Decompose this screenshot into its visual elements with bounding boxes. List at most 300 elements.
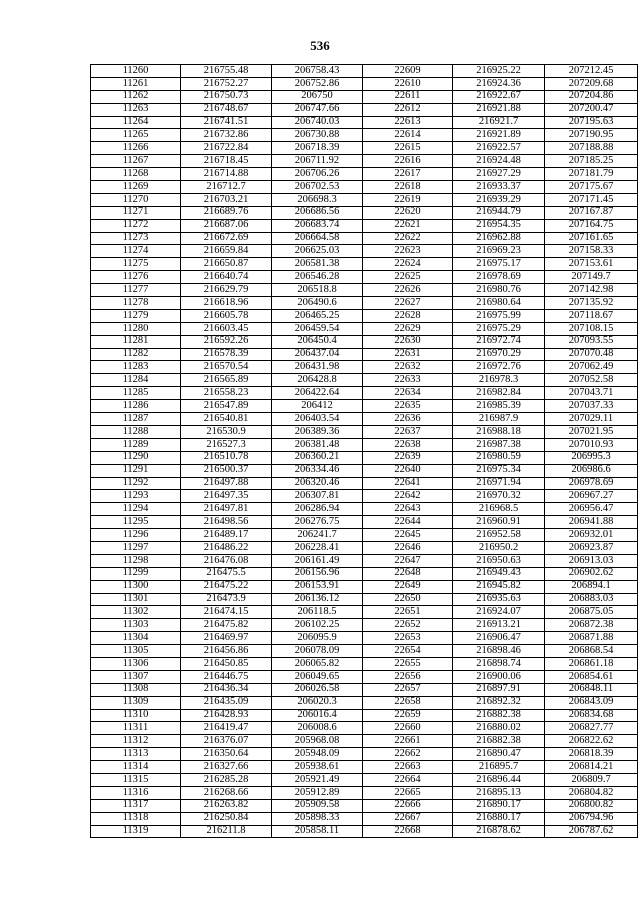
table-row [91, 670, 638, 683]
y-coordinate-a-cell: 206286.94 [272, 503, 363, 516]
table-row [91, 309, 638, 322]
y-coordinate-a-cell: 206020.3 [272, 696, 363, 709]
table-row [91, 825, 638, 838]
y-coordinate-a-cell: 206752.86 [272, 77, 363, 90]
point-number-b-cell: 22666 [363, 799, 453, 812]
y-coordinate-a-cell: 206747.66 [272, 103, 363, 116]
point-number-b-cell: 22616 [363, 155, 453, 168]
point-number-a-cell: 11300 [91, 580, 181, 593]
table-row [91, 580, 638, 593]
x-coordinate-b-cell: 216945.82 [453, 580, 545, 593]
y-coordinate-b-cell: 206956.47 [545, 503, 638, 516]
y-coordinate-b-cell: 207149.7 [545, 271, 638, 284]
point-number-b-cell: 22610 [363, 77, 453, 90]
x-coordinate-a-cell: 216712.7 [181, 181, 272, 194]
x-coordinate-a-cell: 216350.64 [181, 748, 272, 761]
y-coordinate-b-cell: 207158.33 [545, 245, 638, 258]
point-number-b-cell: 22644 [363, 516, 453, 529]
table-row [91, 529, 638, 542]
point-number-a-cell: 11283 [91, 361, 181, 374]
point-number-b-cell: 22636 [363, 413, 453, 426]
point-number-a-cell: 11265 [91, 129, 181, 142]
point-number-b-cell: 22624 [363, 258, 453, 271]
y-coordinate-a-cell: 206381.48 [272, 438, 363, 451]
x-coordinate-a-cell: 216748.67 [181, 103, 272, 116]
y-coordinate-a-cell: 206026.58 [272, 683, 363, 696]
y-coordinate-a-cell: 206136.12 [272, 593, 363, 606]
point-number-a-cell: 11260 [91, 65, 181, 78]
table-row [91, 722, 638, 735]
table-row [91, 761, 638, 774]
point-number-a-cell: 11277 [91, 284, 181, 297]
point-number-a-cell: 11307 [91, 670, 181, 683]
table-row [91, 361, 638, 374]
x-coordinate-b-cell: 216892.32 [453, 696, 545, 709]
y-coordinate-b-cell: 206822.62 [545, 735, 638, 748]
x-coordinate-b-cell: 216968.5 [453, 503, 545, 516]
point-number-b-cell: 22625 [363, 271, 453, 284]
table-row [91, 387, 638, 400]
y-coordinate-a-cell: 206161.49 [272, 554, 363, 567]
point-number-b-cell: 22643 [363, 503, 453, 516]
y-coordinate-b-cell: 206871.88 [545, 632, 638, 645]
point-number-a-cell: 11274 [91, 245, 181, 258]
x-coordinate-b-cell: 216980.59 [453, 451, 545, 464]
x-coordinate-a-cell: 216722.84 [181, 142, 272, 155]
table-row [91, 464, 638, 477]
x-coordinate-b-cell: 216897.91 [453, 683, 545, 696]
point-number-a-cell: 11312 [91, 735, 181, 748]
point-number-a-cell: 11304 [91, 632, 181, 645]
table-row [91, 271, 638, 284]
x-coordinate-a-cell: 216510.78 [181, 451, 272, 464]
point-number-b-cell: 22655 [363, 657, 453, 670]
table-row [91, 748, 638, 761]
y-coordinate-b-cell: 207010.93 [545, 438, 638, 451]
point-number-b-cell: 22618 [363, 181, 453, 194]
y-coordinate-a-cell: 205858.11 [272, 825, 363, 838]
point-number-b-cell: 22642 [363, 490, 453, 503]
table-row [91, 65, 638, 78]
point-number-b-cell: 22617 [363, 168, 453, 181]
point-number-a-cell: 11319 [91, 825, 181, 838]
x-coordinate-b-cell: 216882.38 [453, 709, 545, 722]
point-number-b-cell: 22661 [363, 735, 453, 748]
point-number-b-cell: 22668 [363, 825, 453, 838]
y-coordinate-a-cell: 206465.25 [272, 309, 363, 322]
point-number-b-cell: 22652 [363, 619, 453, 632]
y-coordinate-b-cell: 206872.38 [545, 619, 638, 632]
x-coordinate-b-cell: 216978.69 [453, 271, 545, 284]
x-coordinate-a-cell: 216750.73 [181, 90, 272, 103]
x-coordinate-b-cell: 216921.88 [453, 103, 545, 116]
point-number-a-cell: 11286 [91, 400, 181, 413]
x-coordinate-a-cell: 216474.15 [181, 606, 272, 619]
point-number-a-cell: 11264 [91, 116, 181, 129]
y-coordinate-a-cell: 206730.88 [272, 129, 363, 142]
y-coordinate-a-cell: 206228.41 [272, 541, 363, 554]
point-number-b-cell: 22623 [363, 245, 453, 258]
x-coordinate-a-cell: 216640.74 [181, 271, 272, 284]
point-number-b-cell: 22657 [363, 683, 453, 696]
point-number-a-cell: 11261 [91, 77, 181, 90]
point-number-b-cell: 22647 [363, 554, 453, 567]
point-number-a-cell: 11296 [91, 529, 181, 542]
point-number-b-cell: 22662 [363, 748, 453, 761]
x-coordinate-a-cell: 216603.45 [181, 322, 272, 335]
table-row [91, 812, 638, 825]
table-row [91, 567, 638, 580]
x-coordinate-b-cell: 216954.35 [453, 219, 545, 232]
x-coordinate-b-cell: 216982.84 [453, 387, 545, 400]
table-row [91, 503, 638, 516]
y-coordinate-a-cell: 206320.46 [272, 477, 363, 490]
y-coordinate-a-cell: 206307.81 [272, 490, 363, 503]
x-coordinate-a-cell: 216435.09 [181, 696, 272, 709]
point-number-b-cell: 22635 [363, 400, 453, 413]
table-row [91, 219, 638, 232]
x-coordinate-a-cell: 216419.47 [181, 722, 272, 735]
y-coordinate-b-cell: 206804.82 [545, 786, 638, 799]
y-coordinate-a-cell: 206241.7 [272, 529, 363, 542]
x-coordinate-a-cell: 216376.07 [181, 735, 272, 748]
point-number-b-cell: 22653 [363, 632, 453, 645]
y-coordinate-a-cell: 206049.65 [272, 670, 363, 683]
table-row [91, 168, 638, 181]
y-coordinate-a-cell: 206065.82 [272, 657, 363, 670]
y-coordinate-a-cell: 206711.92 [272, 155, 363, 168]
x-coordinate-a-cell: 216755.48 [181, 65, 272, 78]
x-coordinate-b-cell: 216962.88 [453, 232, 545, 245]
point-number-b-cell: 22615 [363, 142, 453, 155]
y-coordinate-a-cell: 206490.6 [272, 297, 363, 310]
x-coordinate-a-cell: 216263.82 [181, 799, 272, 812]
point-number-a-cell: 11280 [91, 322, 181, 335]
table-row [91, 181, 638, 194]
y-coordinate-a-cell: 206698.3 [272, 193, 363, 206]
point-number-a-cell: 11272 [91, 219, 181, 232]
y-coordinate-b-cell: 206794.96 [545, 812, 638, 825]
point-number-b-cell: 22654 [363, 645, 453, 658]
y-coordinate-a-cell: 206360.21 [272, 451, 363, 464]
y-coordinate-a-cell: 206702.53 [272, 181, 363, 194]
x-coordinate-b-cell: 216980.64 [453, 297, 545, 310]
table-row [91, 554, 638, 567]
point-number-b-cell: 22665 [363, 786, 453, 799]
point-number-b-cell: 22630 [363, 335, 453, 348]
table-row [91, 245, 638, 258]
table-row [91, 735, 638, 748]
table-row [91, 193, 638, 206]
point-number-a-cell: 11288 [91, 425, 181, 438]
point-number-b-cell: 22650 [363, 593, 453, 606]
x-coordinate-a-cell: 216475.22 [181, 580, 272, 593]
x-coordinate-a-cell: 216618.96 [181, 297, 272, 310]
x-coordinate-a-cell: 216650.87 [181, 258, 272, 271]
x-coordinate-a-cell: 216473.9 [181, 593, 272, 606]
y-coordinate-b-cell: 206932.01 [545, 529, 638, 542]
y-coordinate-b-cell: 207153.61 [545, 258, 638, 271]
y-coordinate-b-cell: 207029.11 [545, 413, 638, 426]
point-number-b-cell: 22634 [363, 387, 453, 400]
table-row [91, 284, 638, 297]
y-coordinate-a-cell: 206431.98 [272, 361, 363, 374]
x-coordinate-b-cell: 216980.76 [453, 284, 545, 297]
x-coordinate-a-cell: 216489.17 [181, 529, 272, 542]
point-number-a-cell: 11294 [91, 503, 181, 516]
y-coordinate-b-cell: 206827.77 [545, 722, 638, 735]
point-number-a-cell: 11273 [91, 232, 181, 245]
x-coordinate-a-cell: 216592.26 [181, 335, 272, 348]
y-coordinate-b-cell: 206894.1 [545, 580, 638, 593]
point-number-b-cell: 22663 [363, 761, 453, 774]
y-coordinate-b-cell: 207093.55 [545, 335, 638, 348]
x-coordinate-b-cell: 216972.76 [453, 361, 545, 374]
point-number-a-cell: 11311 [91, 722, 181, 735]
point-number-a-cell: 11298 [91, 554, 181, 567]
point-number-a-cell: 11318 [91, 812, 181, 825]
point-number-b-cell: 22612 [363, 103, 453, 116]
y-coordinate-a-cell: 205921.49 [272, 773, 363, 786]
x-coordinate-b-cell: 216978.3 [453, 374, 545, 387]
point-number-a-cell: 11281 [91, 335, 181, 348]
y-coordinate-b-cell: 206978.69 [545, 477, 638, 490]
point-number-a-cell: 11290 [91, 451, 181, 464]
y-coordinate-a-cell: 206334.46 [272, 464, 363, 477]
point-number-a-cell: 11285 [91, 387, 181, 400]
table-row [91, 400, 638, 413]
x-coordinate-b-cell: 216882.38 [453, 735, 545, 748]
table-row [91, 696, 638, 709]
x-coordinate-b-cell: 216949.43 [453, 567, 545, 580]
y-coordinate-b-cell: 207181.79 [545, 168, 638, 181]
y-coordinate-b-cell: 207161.65 [545, 232, 638, 245]
x-coordinate-b-cell: 216895.7 [453, 761, 545, 774]
y-coordinate-b-cell: 206848.11 [545, 683, 638, 696]
table-row [91, 619, 638, 632]
point-number-a-cell: 11316 [91, 786, 181, 799]
x-coordinate-b-cell: 216900.06 [453, 670, 545, 683]
y-coordinate-a-cell: 206718.39 [272, 142, 363, 155]
x-coordinate-a-cell: 216250.84 [181, 812, 272, 825]
point-number-b-cell: 22626 [363, 284, 453, 297]
x-coordinate-b-cell: 216880.17 [453, 812, 545, 825]
y-coordinate-b-cell: 207185.25 [545, 155, 638, 168]
y-coordinate-a-cell: 206412 [272, 400, 363, 413]
point-number-b-cell: 22660 [363, 722, 453, 735]
point-number-a-cell: 11302 [91, 606, 181, 619]
y-coordinate-b-cell: 206854.61 [545, 670, 638, 683]
point-number-a-cell: 11309 [91, 696, 181, 709]
x-coordinate-a-cell: 216689.76 [181, 206, 272, 219]
y-coordinate-b-cell: 206861.18 [545, 657, 638, 670]
point-number-b-cell: 22611 [363, 90, 453, 103]
y-coordinate-b-cell: 206875.05 [545, 606, 638, 619]
x-coordinate-b-cell: 216890.47 [453, 748, 545, 761]
point-number-b-cell: 22620 [363, 206, 453, 219]
point-number-a-cell: 11269 [91, 181, 181, 194]
point-number-a-cell: 11266 [91, 142, 181, 155]
x-coordinate-a-cell: 216732.86 [181, 129, 272, 142]
x-coordinate-a-cell: 216714.88 [181, 168, 272, 181]
y-coordinate-a-cell: 206706.26 [272, 168, 363, 181]
x-coordinate-a-cell: 216450.85 [181, 657, 272, 670]
point-number-a-cell: 11315 [91, 773, 181, 786]
point-number-a-cell: 11297 [91, 541, 181, 554]
point-number-a-cell: 11317 [91, 799, 181, 812]
y-coordinate-a-cell: 206428.8 [272, 374, 363, 387]
x-coordinate-a-cell: 216456.86 [181, 645, 272, 658]
x-coordinate-a-cell: 216605.78 [181, 309, 272, 322]
point-number-a-cell: 11271 [91, 206, 181, 219]
y-coordinate-b-cell: 207212.45 [545, 65, 638, 78]
point-number-a-cell: 11303 [91, 619, 181, 632]
x-coordinate-a-cell: 216687.06 [181, 219, 272, 232]
point-number-b-cell: 22651 [363, 606, 453, 619]
x-coordinate-b-cell: 216921.89 [453, 129, 545, 142]
table-row [91, 348, 638, 361]
y-coordinate-a-cell: 205968.08 [272, 735, 363, 748]
point-number-a-cell: 11276 [91, 271, 181, 284]
point-number-b-cell: 22649 [363, 580, 453, 593]
x-coordinate-b-cell: 216898.74 [453, 657, 545, 670]
x-coordinate-a-cell: 216497.35 [181, 490, 272, 503]
y-coordinate-a-cell: 205948.09 [272, 748, 363, 761]
x-coordinate-b-cell: 216975.34 [453, 464, 545, 477]
point-number-b-cell: 22667 [363, 812, 453, 825]
table-row [91, 413, 638, 426]
x-coordinate-a-cell: 216469.97 [181, 632, 272, 645]
x-coordinate-a-cell: 216629.79 [181, 284, 272, 297]
table-row [91, 232, 638, 245]
x-coordinate-b-cell: 216988.18 [453, 425, 545, 438]
y-coordinate-a-cell: 206750 [272, 90, 363, 103]
x-coordinate-b-cell: 216975.99 [453, 309, 545, 322]
x-coordinate-b-cell: 216906.47 [453, 632, 545, 645]
table-row [91, 606, 638, 619]
point-number-a-cell: 11268 [91, 168, 181, 181]
x-coordinate-a-cell: 216527.3 [181, 438, 272, 451]
x-coordinate-a-cell: 216475.5 [181, 567, 272, 580]
y-coordinate-a-cell: 206664.58 [272, 232, 363, 245]
point-number-b-cell: 22631 [363, 348, 453, 361]
y-coordinate-b-cell: 206818.39 [545, 748, 638, 761]
point-number-b-cell: 22641 [363, 477, 453, 490]
x-coordinate-a-cell: 216428.93 [181, 709, 272, 722]
x-coordinate-b-cell: 216971.94 [453, 477, 545, 490]
x-coordinate-b-cell: 216880.02 [453, 722, 545, 735]
y-coordinate-b-cell: 206787.62 [545, 825, 638, 838]
table-row [91, 683, 638, 696]
point-number-b-cell: 22621 [363, 219, 453, 232]
point-number-b-cell: 22639 [363, 451, 453, 464]
table-row [91, 516, 638, 529]
table-row [91, 645, 638, 658]
y-coordinate-a-cell: 206546.28 [272, 271, 363, 284]
x-coordinate-b-cell: 216922.67 [453, 90, 545, 103]
point-number-b-cell: 22633 [363, 374, 453, 387]
point-number-b-cell: 22628 [363, 309, 453, 322]
x-coordinate-b-cell: 216950.2 [453, 541, 545, 554]
y-coordinate-b-cell: 207188.88 [545, 142, 638, 155]
y-coordinate-b-cell: 206913.03 [545, 554, 638, 567]
point-number-a-cell: 11313 [91, 748, 181, 761]
y-coordinate-a-cell: 205909.58 [272, 799, 363, 812]
point-number-b-cell: 22659 [363, 709, 453, 722]
y-coordinate-b-cell: 207037.33 [545, 400, 638, 413]
table-row [91, 477, 638, 490]
x-coordinate-a-cell: 216500.37 [181, 464, 272, 477]
y-coordinate-b-cell: 206995.3 [545, 451, 638, 464]
x-coordinate-b-cell: 216935.63 [453, 593, 545, 606]
y-coordinate-a-cell: 206437.04 [272, 348, 363, 361]
point-number-a-cell: 11284 [91, 374, 181, 387]
x-coordinate-b-cell: 216970.32 [453, 490, 545, 503]
table-row [91, 322, 638, 335]
x-coordinate-b-cell: 216924.36 [453, 77, 545, 90]
x-coordinate-a-cell: 216285.28 [181, 773, 272, 786]
point-number-a-cell: 11299 [91, 567, 181, 580]
table-row [91, 335, 638, 348]
table-row [91, 206, 638, 219]
y-coordinate-b-cell: 206941.88 [545, 516, 638, 529]
y-coordinate-a-cell: 206758.43 [272, 65, 363, 78]
x-coordinate-b-cell: 216987.9 [453, 413, 545, 426]
y-coordinate-b-cell: 206800.82 [545, 799, 638, 812]
coordinates-table-body [91, 65, 638, 838]
x-coordinate-b-cell: 216878.62 [453, 825, 545, 838]
point-number-a-cell: 11305 [91, 645, 181, 658]
y-coordinate-b-cell: 206843.09 [545, 696, 638, 709]
point-number-a-cell: 11314 [91, 761, 181, 774]
y-coordinate-b-cell: 207118.67 [545, 309, 638, 322]
point-number-a-cell: 11287 [91, 413, 181, 426]
x-coordinate-a-cell: 216565.89 [181, 374, 272, 387]
point-number-a-cell: 11263 [91, 103, 181, 116]
x-coordinate-b-cell: 216960.91 [453, 516, 545, 529]
point-number-b-cell: 22664 [363, 773, 453, 786]
x-coordinate-b-cell: 216939.29 [453, 193, 545, 206]
x-coordinate-a-cell: 216540.81 [181, 413, 272, 426]
x-coordinate-b-cell: 216924.07 [453, 606, 545, 619]
x-coordinate-a-cell: 216703.21 [181, 193, 272, 206]
x-coordinate-b-cell: 216927.29 [453, 168, 545, 181]
y-coordinate-b-cell: 207135.92 [545, 297, 638, 310]
y-coordinate-a-cell: 206016.4 [272, 709, 363, 722]
table-row [91, 129, 638, 142]
y-coordinate-b-cell: 206986.6 [545, 464, 638, 477]
y-coordinate-a-cell: 206008.6 [272, 722, 363, 735]
y-coordinate-b-cell: 207142.98 [545, 284, 638, 297]
y-coordinate-b-cell: 207070.48 [545, 348, 638, 361]
y-coordinate-a-cell: 205938.61 [272, 761, 363, 774]
y-coordinate-b-cell: 207021.95 [545, 425, 638, 438]
table-row [91, 657, 638, 670]
y-coordinate-a-cell: 206153.91 [272, 580, 363, 593]
x-coordinate-a-cell: 216741.51 [181, 116, 272, 129]
y-coordinate-a-cell: 206581.38 [272, 258, 363, 271]
x-coordinate-a-cell: 216530.9 [181, 425, 272, 438]
point-number-a-cell: 11308 [91, 683, 181, 696]
x-coordinate-b-cell: 216952.58 [453, 529, 545, 542]
point-number-a-cell: 11301 [91, 593, 181, 606]
y-coordinate-a-cell: 206389.36 [272, 425, 363, 438]
y-coordinate-a-cell: 206422.64 [272, 387, 363, 400]
table-row [91, 116, 638, 129]
table-row [91, 490, 638, 503]
x-coordinate-b-cell: 216975.29 [453, 322, 545, 335]
table-row [91, 155, 638, 168]
